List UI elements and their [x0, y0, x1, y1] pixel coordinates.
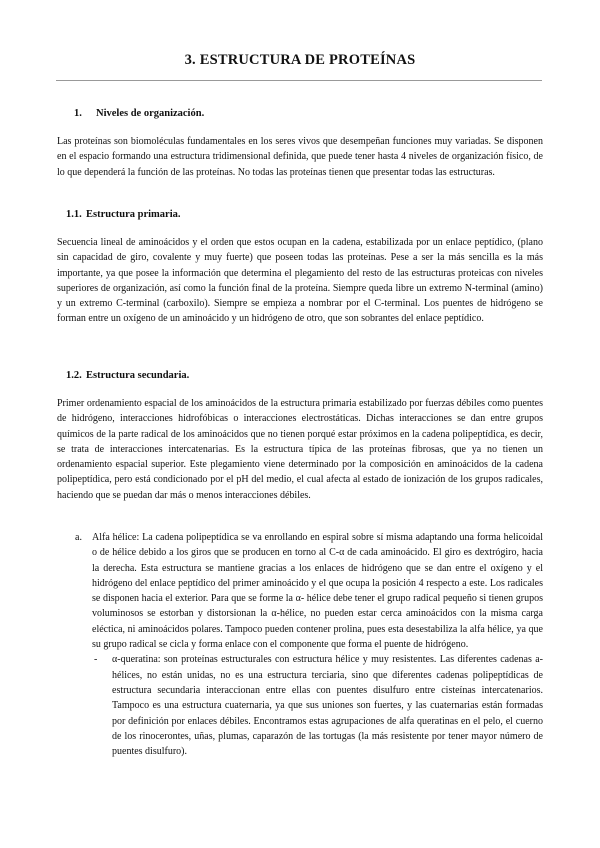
alpha-helix-paragraph: Alfa hélice: La cadena polipeptídica se va enrollando en espiral sobre sí misma adaptando una forma helicoidal o de hélice debido a los giros que se producen en torno al C-α de cada aminoácido. El giro es dextrógiro, hacia la derecha. Esta estructura se mantiene gracias a los enlaces de hidrógeno que se dan entre el oxígeno y el hidrógeno del enlace peptídico del primer aminoácido y el que ocupa la posición 4 respecto a este. Los radicales se disponen hacia el exterior. Para que se forme la α- hélice debe tener el grupo radical pequeño si tienen grupos voluminosos se estorban y distorsionan la α-hélice, no pueden estar cerca aminoácidos con la misma carga eléctica, ni aminoácidos polares. Tampoco pueden contener prolina, pues esta desestabiliza la alfa hélice, ya que su grupo radical se cicla y forma enlace con el componente que forma el puente de hidrógeno. [92, 532, 543, 651]
section-number: 1.1. [66, 209, 82, 220]
section-number: 1. [74, 108, 82, 119]
title-divider [56, 80, 542, 81]
section-title: Estructura secundaria. [86, 370, 190, 381]
section-heading-1-1 [66, 209, 181, 220]
section-1-1-paragraph: Secuencia lineal de aminoácidos y el orden que estos ocupan en la cadena, estabilizada por un enlace peptídico, (plano sin capacidad de giro, covalente y muy fuerte) que poseen todas las proteínas. Pese a ser la más sencilla es la más importante, ya que posee la información que determina el plegamiento del resto de las estructuras proteicas con niveles superiores de organización, así como la función final de la proteína. Siempre queda libre un extremo N-terminal (amino) y un extremo C-terminal (carboxilo). Siempre se empieza a nombrar por el C-terminal. Los puentes de hidrógeno se forman entre un oxígeno de un aminoácido y un hidrógeno de otro, que son sobrantes del enlace peptídico. [57, 237, 543, 325]
section-title: Niveles de organización. [96, 108, 205, 119]
section-number: 1.2. [66, 370, 82, 381]
list-marker: a. [75, 532, 82, 543]
section-title: Estructura primaria. [86, 209, 181, 220]
section-heading-1-2 [66, 370, 189, 381]
dash-marker: - [94, 654, 98, 666]
section-heading-1 [74, 108, 204, 119]
section-1-2-paragraph: Primer ordenamiento espacial de los aminoácidos de la estructura primaria estabilizado por fuerzas débiles como puentes de hidrógeno, interacciones hidrofóbicas o interacciones electrostáticas. Dichas interacciones se dan entre grupos químicos de la parte radical de los aminoácidos que no tienen porqué estar próximos en la cadena polipeptídica, es decir, se trata de interacciones intercatenarias. Es la estructura típica de las proteínas fibrosas, que ya no tienen un ordenamiento espacial superior. Este plegamiento viene determinado por la composición en aminoácidos de la cadena polipeptídica, pero está condicionado por el pH del medio, el cual afecta al estado de ionización de los grupos radicales, haciendo que se puedan dar más o menos interacciones débiles. [57, 398, 543, 501]
sub-list-item [94, 652, 543, 759]
alpha-keratin-paragraph: α-queratina: son proteínas estructurales con estructura hélice y muy resistentes. Las diferentes cadenas a- hélices, no están unidas, no es una estructura terciaria, sino que diferentes cadenas polipeptídicas de estructura secundaria interaccionan entre ellas con puentes disulfuro entre cisteínas intercatenarios. Tampoco es una estructura cuaternaria, ya que sus uniones son fuertes, y las cuaternarias están formadas por definición por enlaces débiles. Encontramos estas agrupaciones de alfa queratinas en el pelo, el cuerno de los rinocerontes, uñas, plumas, caparazón de las tortugas (la más resistente por tener mayor número de puentes disulfuro). [112, 654, 543, 758]
list-item-a [75, 530, 543, 759]
section-1-paragraph: Las proteínas son biomoléculas fundamentales en los seres vivos que desempeñan funciones muy variadas. Se disponen en el espacio formando una estructura tridimensional definida, que puede tener hasta 4 niveles de organización físico, de lo que dependerá la función de las proteínas. No todas las proteínas tienen que presentar todas las estructuras. [57, 136, 543, 178]
page-title: 3. ESTRUCTURA DE PROTEÍNAS [184, 52, 416, 68]
